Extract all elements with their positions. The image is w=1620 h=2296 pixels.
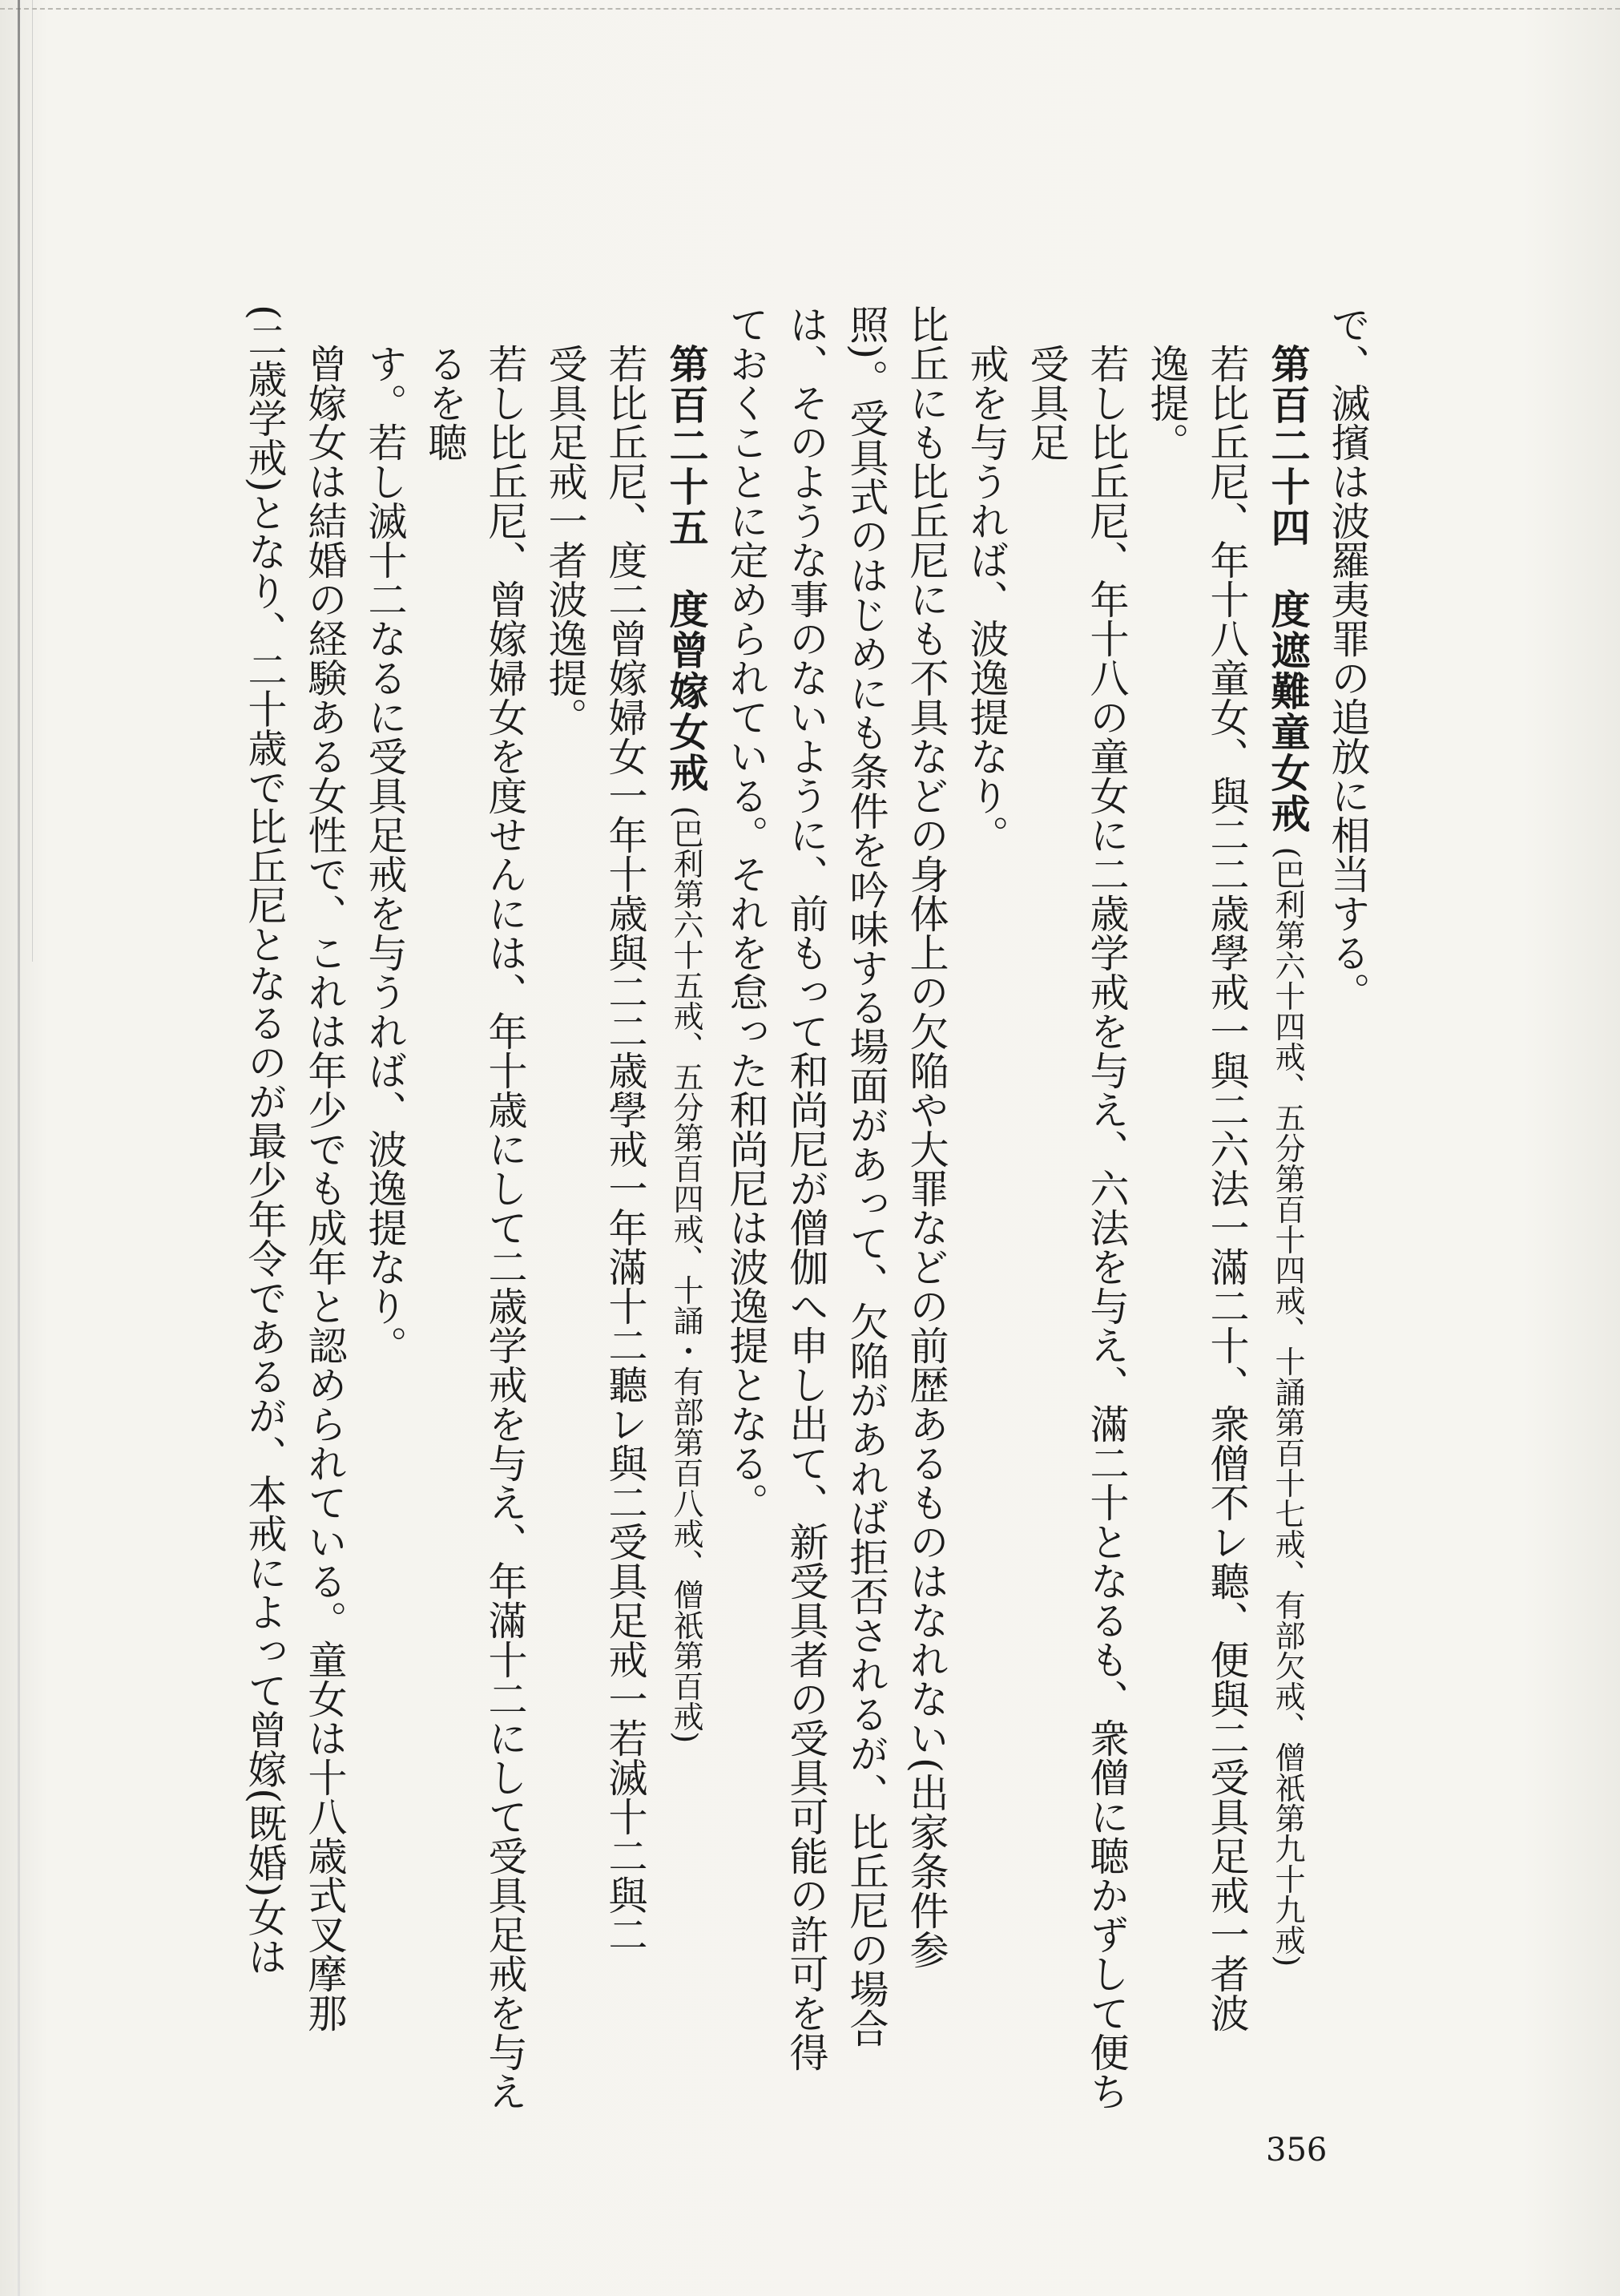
vertical-text-body	[200, 305, 1378, 2116]
section-125-kanbun-2: 受具足戒一者波逸提。	[542, 344, 588, 736]
section-124-kanbun: 若比丘尼、年十八童女、與二二歳學戒一與二六法一滿二十、衆僧不レ聽、便與二受具足戒一者波	[1204, 344, 1250, 2032]
section-124-translation-2: 戒を与うれば、波逸提なり。	[964, 344, 1009, 854]
text-line-1: で、滅擯は波羅夷罪の追放に相当する。	[1325, 305, 1371, 1011]
section-125-title	[655, 305, 716, 2116]
page-number: 356	[1266, 2132, 1328, 2169]
commentary-2-line-2: (二歳学戒)となり、二十歳で比丘尼となるのが最少年令であるが、本戒によって曾嫁(既婚)女は	[242, 305, 288, 1976]
section-125-heading: 第百二十五 度曾嫁女戒	[663, 344, 709, 793]
book-spine-line	[32, 0, 33, 962]
commentary-line-3: は、そのような事のないように、前もって和尚尼が僧伽へ申し出て、新受具者の受具可能の許可を得	[784, 305, 829, 2072]
commentary-2-line-1: 曾嫁女は結婚の経験ある女性で、これは年少でも成年と認められている。童女は十八歳式叉摩那	[302, 344, 348, 2032]
section-124-note: (巴利第六十四戒、五分第百十四戒、十誦第百十七戒、有部欠戒、僧祇第九十九戒)	[1270, 846, 1305, 1967]
book-spine-shadow	[18, 0, 20, 2296]
section-124-translation-1: 若し比丘尼、年十八の童女に二歳学戒を与え、六法を与え、滿二十となるも、衆僧に聴かずして便ち受具足	[1024, 344, 1130, 2111]
section-125-translation-2: す。若し滅十二なるに受具足戒を与うれば、波逸提なり。	[362, 344, 408, 1365]
commentary-line-4: ておくことに定められている。それを怠った和尚尼は波逸提となる。	[723, 305, 769, 1522]
section-125-translation-1: 若し比丘尼、曾嫁婦女を度せんには、年十歳にして二歳学戒を与え、年滿十二にして受具足戒を与えるを聴	[422, 344, 528, 2111]
commentary-line-1: 比丘にも比丘尼にも不具などの身体上の欠陥や大罪などの前歴あるものはなれない(出家条件参	[904, 305, 949, 1970]
page-top-edge	[0, 0, 1620, 10]
commentary-line-2: 照)。受具式のはじめにも条件を吟味する場面があって、欠陥があれば拒否されるが、比丘尼の場合	[844, 305, 889, 2048]
section-125-note: (巴利第六十五戒、五分第百四戒、十誦・有部第百八戒、僧祇第百戒)	[668, 805, 703, 1744]
section-124-title	[1257, 305, 1318, 2116]
section-124-heading: 第百二十四 度遮難童女戒	[1265, 344, 1311, 834]
section-124-kanbun-end: 逸提。	[1144, 344, 1190, 462]
section-125-kanbun-1: 若比丘尼、度二曾嫁婦女一年十歳與二二歳學戒一年滿十二聽レ與二受具足戒一若滅十二與二	[602, 344, 648, 1954]
